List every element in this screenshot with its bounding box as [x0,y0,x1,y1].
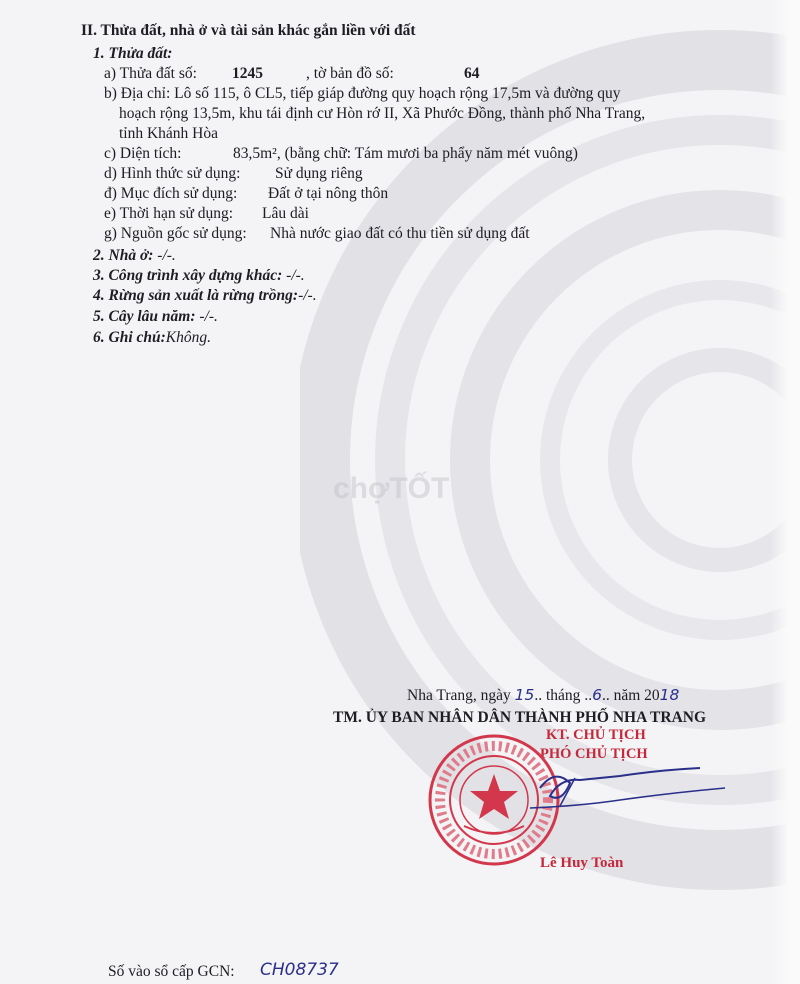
production-forest-item: 4. Rừng sản xuất là rừng trồng:-/-. [93,287,317,304]
other-construction-item: 3. Công trình xây dựng khác: -/-. [93,267,305,284]
signer-title-1: KT. CHỦ TỊCH [546,727,646,743]
section-title: II. Thửa đất, nhà ở và tài sản khác gắn liền với đất [81,22,416,39]
usage-purpose-value: Đất ở tại nông thôn [268,185,389,202]
usage-term-value: Lâu dài [262,205,309,222]
issuing-authority: TM. ỦY BAN NHÂN DÂN THÀNH PHỐ NHA TRANG [333,709,707,726]
area-label: c) Diện tích: [104,145,182,162]
usage-form-label: d) Hình thức sử dụng: [104,165,241,182]
date-line: Nha Trang, ngày 15.. tháng ..6.. năm 2018 [407,686,680,704]
parcel-heading: 1. Thửa đất: [93,45,173,62]
notes-item: 6. Ghi chú:Không. [93,329,211,346]
map-sheet-number: 64 [464,65,480,82]
usage-origin-value: Nhà nước giao đất có thu tiền sử dụng đất [270,225,530,242]
date-day: 15 [514,686,535,704]
chotot-watermark: chợTỐT [333,472,450,505]
parcel-number: 1245 [232,65,263,82]
page-edge [770,0,800,984]
address-line-2: hoạch rộng 13,5m, khu tái định cư Hòn rớ II, Xã Phước Đồng, thành phố Nha Trang, [119,105,646,122]
map-sheet-label: , tờ bản đồ số: [306,65,394,82]
date-month: 6 [592,686,602,704]
handwritten-signature [500,748,730,828]
usage-origin-label: g) Nguồn gốc sử dụng: [104,225,247,242]
address-line-1: b) Địa chỉ: Lô số 115, ô CL5, tiếp giáp đường quy hoạch rộng 17,5m và đường quy [104,85,621,102]
usage-purpose-label: đ) Mục đích sử dụng: [104,185,238,202]
parcel-number-label: a) Thửa đất số: [104,65,197,82]
perennial-trees-item: 5. Cây lâu năm: -/-. [93,308,218,325]
signer-name: Lê Huy Toàn [540,855,624,871]
signer-title-2: PHÓ CHỦ TỊCH [540,746,648,762]
usage-term-label: e) Thời hạn sử dụng: [104,205,234,222]
area-value: 83,5m², (bằng chữ: Tám mươi ba phẩy năm mét vuông) [233,145,578,162]
usage-form-value: Sử dụng riêng [275,165,363,182]
date-year-suffix: 18 [659,686,680,704]
gcn-number: CH08737 [260,960,339,980]
gcn-label: Số vào sổ cấp GCN: [108,963,235,980]
house-item: 2. Nhà ở: -/-. [93,247,176,264]
address-line-3: tỉnh Khánh Hòa [119,125,219,142]
